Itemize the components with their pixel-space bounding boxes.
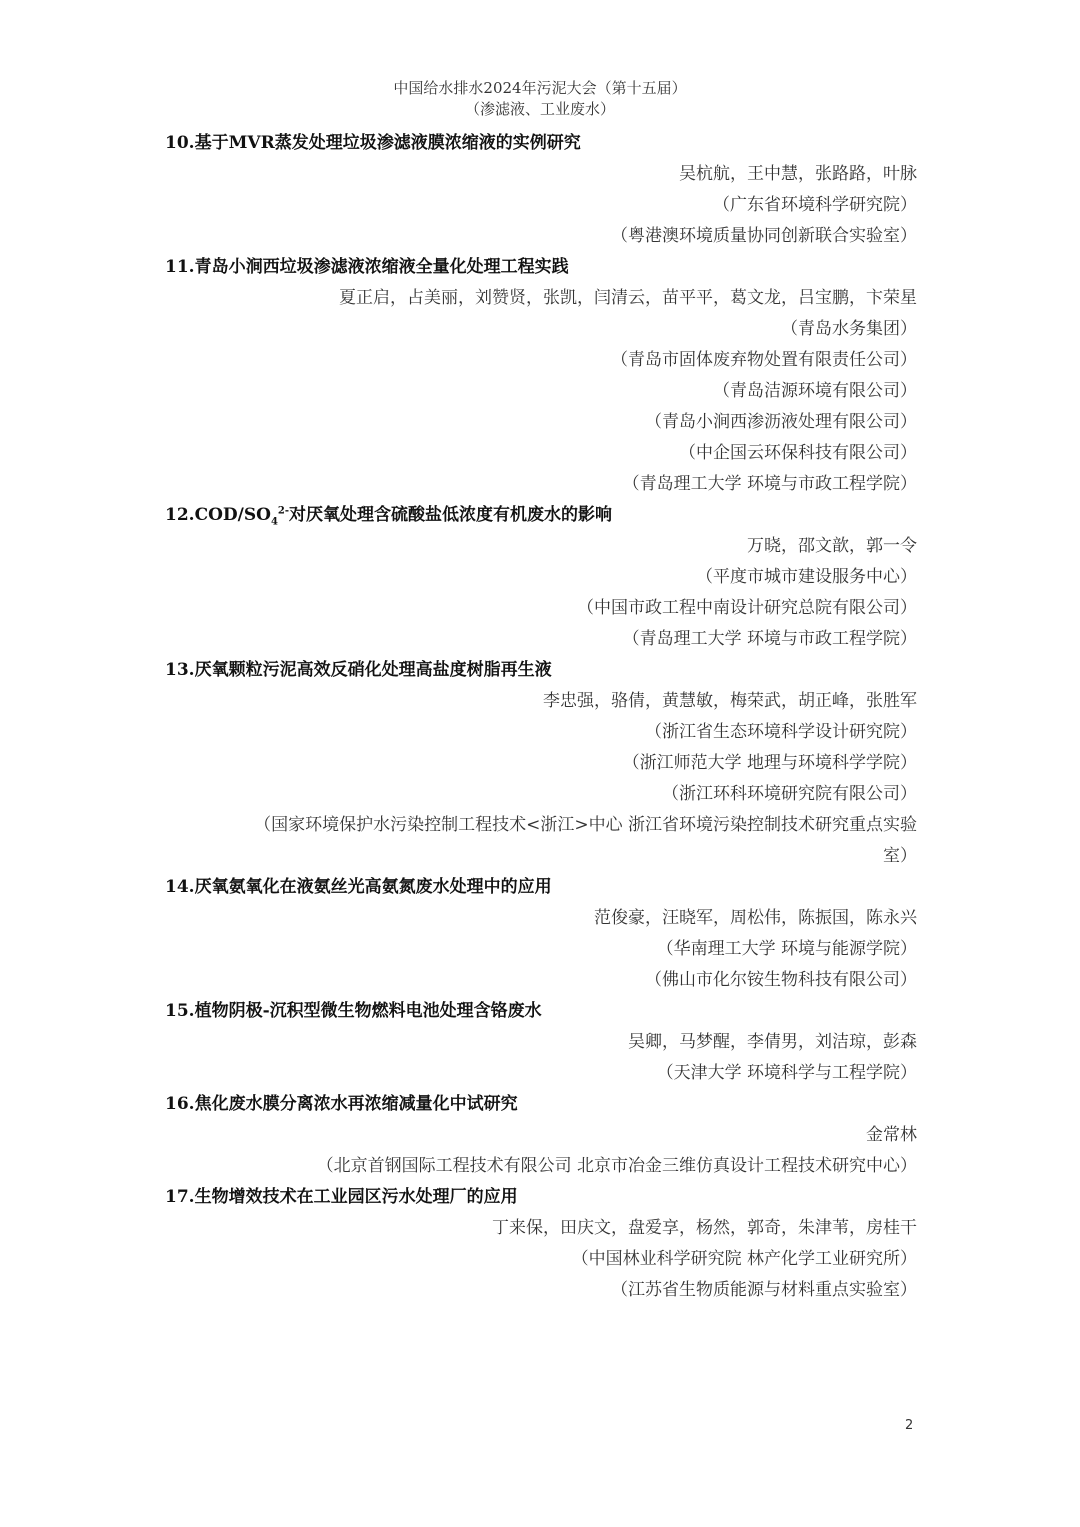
author-line: 夏正启，占美丽，刘赞贤，张凯，闫清云，苗平平，葛文龙，吕宝鹏，卞荣星 bbox=[339, 288, 917, 308]
paper-title: 13.厌氧颗粒污泥高效反硝化处理高盐度树脂再生液 bbox=[165, 660, 552, 680]
paper-title: 17.生物增效技术在工业园区污水处理厂的应用 bbox=[165, 1187, 518, 1207]
paper-title: 14.厌氧氨氧化在液氨丝光高氨氮废水处理中的应用 bbox=[165, 877, 552, 897]
affiliation-line: （浙江环科环境研究院有限公司） bbox=[662, 784, 917, 804]
affiliation-line: （青岛理工大学 环境与市政工程学院） bbox=[622, 474, 917, 494]
affiliation-line: （国家环境保护水污染控制工程技术<浙江>中心 浙江省环境污染控制技术研究重点实验 bbox=[254, 815, 917, 835]
paper-entry bbox=[165, 655, 917, 872]
affiliation-line: （浙江省生态环境科学设计研究院） bbox=[645, 722, 917, 742]
affiliation-line: （青岛水务集团） bbox=[781, 319, 917, 339]
affiliation-line: （天津大学 环境科学与工程学院） bbox=[656, 1063, 917, 1083]
author-line: 吴杭航，王中慧，张路路，叶脉 bbox=[679, 164, 917, 184]
author-line: 金常林 bbox=[866, 1125, 917, 1145]
paper-title: 15.植物阴极-沉积型微生物燃料电池处理含铬废水 bbox=[165, 1001, 542, 1021]
paper-title: 16.焦化废水膜分离浓水再浓缩减量化中试研究 bbox=[165, 1094, 518, 1114]
paper-title: 10.基于MVR蒸发处理垃圾渗滤液膜浓缩液的实例研究 bbox=[165, 133, 581, 153]
paper-entry bbox=[165, 252, 917, 500]
author-line: 吴卿，马梦醒，李倩男，刘洁琼，彭森 bbox=[628, 1032, 917, 1052]
paper-entry bbox=[165, 1089, 917, 1182]
affiliation-line: （佛山市化尔铵生物科技有限公司） bbox=[645, 970, 917, 990]
affiliation-line: （粤港澳环境质量协同创新联合实验室） bbox=[611, 226, 917, 246]
author-line: 范俊豪，汪晓军，周松伟，陈振国，陈永兴 bbox=[594, 908, 917, 928]
affiliation-line: 室） bbox=[883, 846, 917, 866]
paper-list bbox=[165, 128, 917, 1306]
paper-entry bbox=[165, 500, 917, 655]
page-header bbox=[0, 78, 1080, 120]
affiliation-line: （北京首钢国际工程技术有限公司 北京市冶金三维仿真设计工程技术研究中心） bbox=[316, 1156, 917, 1176]
affiliation-line: （中企国云环保科技有限公司） bbox=[679, 443, 917, 463]
paper-entry bbox=[165, 1182, 917, 1306]
page-number: 2 bbox=[905, 1418, 914, 1433]
affiliation-line: （江苏省生物质能源与材料重点实验室） bbox=[611, 1280, 917, 1300]
paper-entry bbox=[165, 872, 917, 996]
header-line-1: 中国给水排水2024年污泥大会（第十五届） bbox=[393, 79, 687, 97]
header-line-2: （渗滤液、工业废水） bbox=[464, 100, 615, 118]
affiliation-line: （浙江师范大学 地理与环境科学学院） bbox=[622, 753, 917, 773]
title-part: 对厌氧处理含硫酸盐低浓度有机废水的影响 bbox=[289, 505, 613, 525]
affiliation-line: （中国市政工程中南设计研究总院有限公司） bbox=[577, 598, 917, 618]
author-line: 李忠强，骆倩，黄慧敏，梅荣武，胡正峰，张胜军 bbox=[543, 691, 917, 711]
affiliation-line: （中国林业科学研究院 林产化学工业研究所） bbox=[571, 1249, 917, 1269]
paper-entry bbox=[165, 996, 917, 1089]
paper-title bbox=[165, 500, 917, 531]
title-superscript: 2- bbox=[277, 505, 290, 517]
affiliation-line: （青岛洁源环境有限公司） bbox=[713, 381, 917, 401]
affiliation-line: （广东省环境科学研究院） bbox=[713, 195, 917, 215]
affiliation-line: （华南理工大学 环境与能源学院） bbox=[656, 939, 917, 959]
paper-title: 11.青岛小涧西垃圾渗滤液浓缩液全量化处理工程实践 bbox=[165, 257, 569, 277]
affiliation-line: （青岛理工大学 环境与市政工程学院） bbox=[622, 629, 917, 649]
affiliation-line: （青岛市固体废弃物处置有限责任公司） bbox=[611, 350, 917, 370]
title-subscript: 4 bbox=[270, 516, 278, 528]
author-line: 丁来保，田庆文，盘爱享，杨然，郭奇，朱津苇，房桂干 bbox=[492, 1218, 917, 1238]
author-line: 万晓，邵文歆，郭一令 bbox=[747, 536, 917, 556]
paper-entry bbox=[165, 128, 917, 252]
affiliation-line: （平度市城市建设服务中心） bbox=[696, 567, 917, 587]
affiliation-line: （青岛小涧西渗沥液处理有限公司） bbox=[645, 412, 917, 432]
title-part: 12.COD/SO bbox=[165, 505, 271, 525]
